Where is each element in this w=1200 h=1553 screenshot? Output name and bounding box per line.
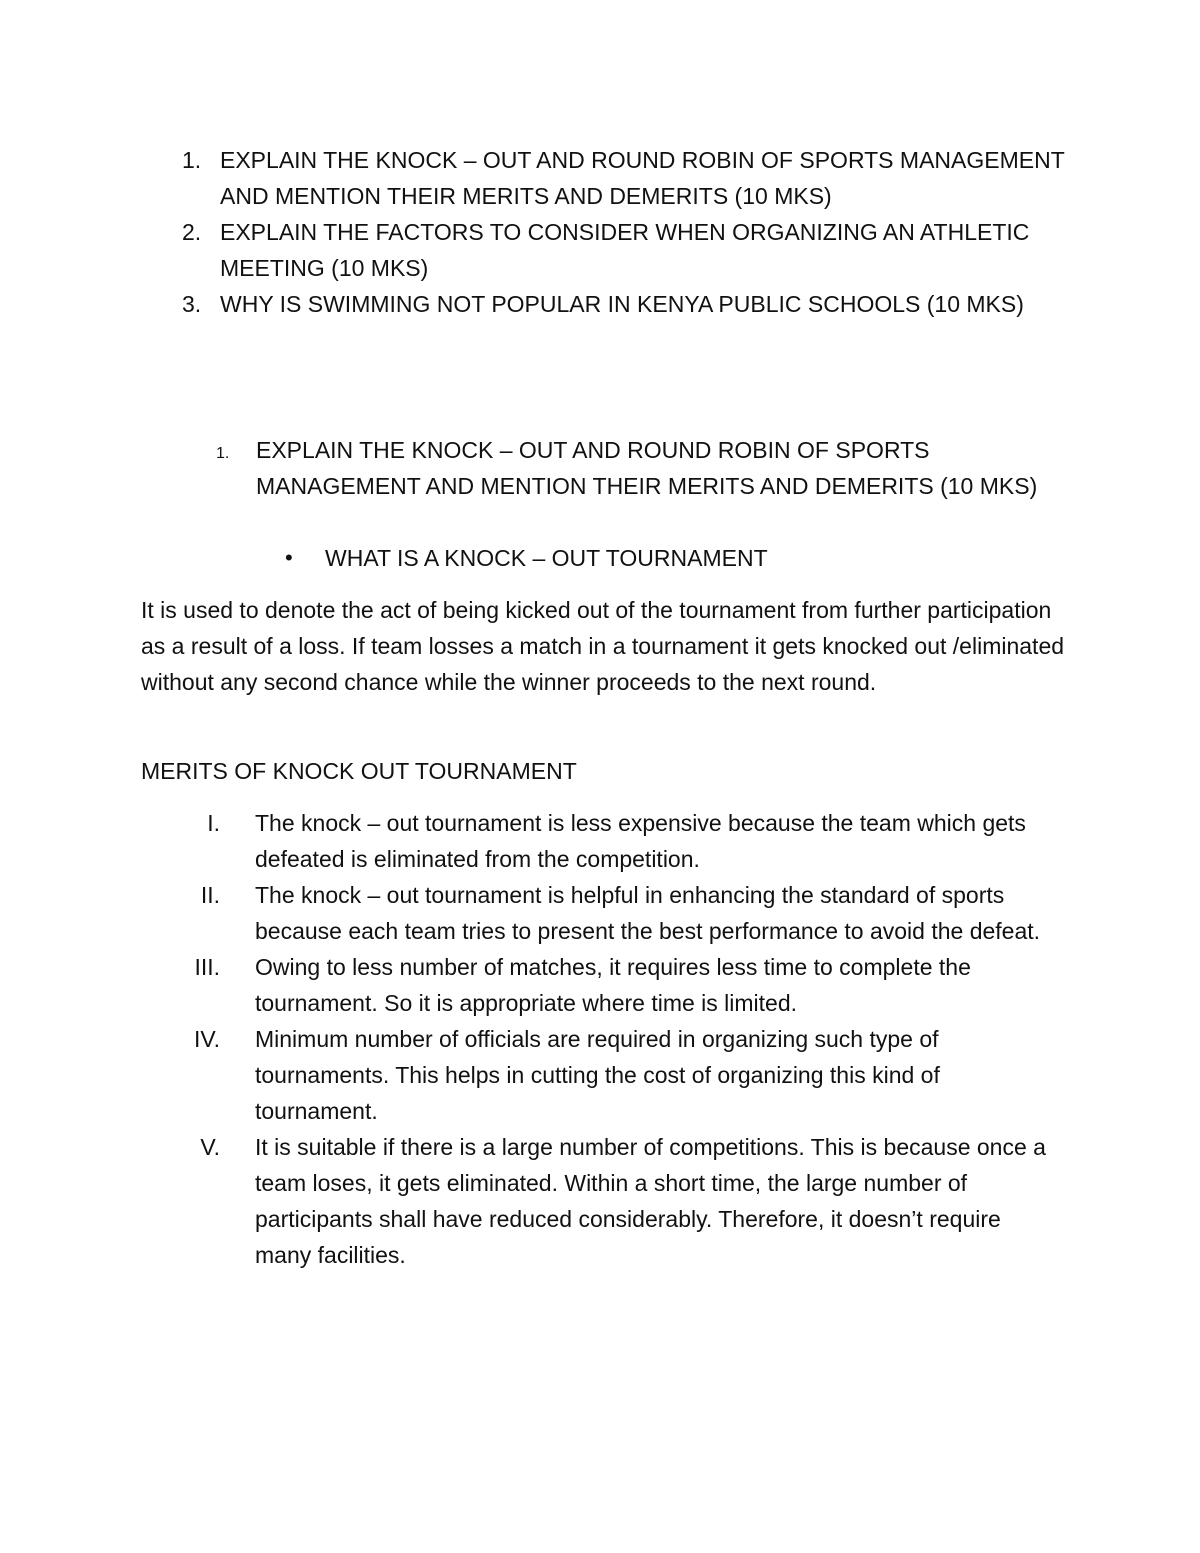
- merit-item: [180, 805, 1060, 877]
- merit-item: [180, 1021, 1060, 1129]
- merit-text: Minimum number of officials are required in organizing such type of tournaments. This helps in cutting the cost of organizing this kind of tournament.: [255, 1026, 940, 1124]
- question-text: EXPLAIN THE FACTORS TO CONSIDER WHEN ORGANIZING AN ATHLETIC MEETING (10 MKS): [220, 219, 1030, 281]
- question-item: [170, 286, 1070, 322]
- merit-number: III.: [194, 954, 220, 980]
- merit-number: II.: [200, 882, 220, 908]
- merit-number: V.: [200, 1134, 220, 1160]
- question-number: 2.: [182, 219, 202, 245]
- question-text: WHY IS SWIMMING NOT POPULAR IN KENYA PUBLIC SCHOOLS (10 MKS): [220, 291, 1024, 317]
- answer-heading-text: EXPLAIN THE KNOCK – OUT AND ROUND ROBIN OF SPORTS MANAGEMENT AND MENTION THEIR MERITS AND DEMERITS (10 MKS): [256, 437, 1038, 499]
- merits-heading: MERITS OF KNOCK OUT TOURNAMENT: [141, 758, 577, 784]
- definition-paragraph: It is used to denote the act of being kicked out of the tournament from further participation as a result of a loss. If team losses a match in a tournament it gets knocked out /eliminated without any second chance while the winner proceeds to the next round.: [141, 597, 1065, 695]
- bullet-item: [285, 540, 1085, 576]
- merit-item: [180, 877, 1060, 949]
- question-item: [170, 142, 1070, 214]
- merit-number: I.: [207, 810, 220, 836]
- merit-number: IV.: [193, 1026, 220, 1052]
- question-number: 1.: [182, 147, 202, 173]
- merit-text: Owing to less number of matches, it requires less time to complete the tournament. So it is appropriate where time is limited.: [255, 954, 971, 1016]
- question-text: EXPLAIN THE KNOCK – OUT AND ROUND ROBIN OF SPORTS MANAGEMENT AND MENTION THEIR MERITS AND DEMERITS (10 MKS): [220, 147, 1065, 209]
- bullet-text: WHAT IS A KNOCK – OUT TOURNAMENT: [325, 545, 768, 571]
- question-number: 3.: [182, 291, 202, 317]
- merit-text: It is suitable if there is a large number of competitions. This is because once a team loses, it gets eliminated. Within a short time, the large number of participants shall have reduced considerably. Therefore, it doesn’t require many facilities.: [255, 1134, 1046, 1268]
- merit-item: [180, 949, 1060, 1021]
- merit-item: [180, 1129, 1060, 1273]
- bullet-icon: •: [285, 545, 293, 570]
- question-item: [170, 214, 1070, 286]
- question-list: [170, 142, 1070, 322]
- merits-list: [180, 805, 1060, 1273]
- merit-text: The knock – out tournament is helpful in enhancing the standard of sports because each team tries to present the best performance to avoid the defeat.: [255, 882, 1041, 944]
- answer-heading: [216, 432, 1076, 504]
- answer-heading-number: 1.: [216, 445, 230, 462]
- merit-text: The knock – out tournament is less expensive because the team which gets defeated is eliminated from the competition.: [255, 810, 1026, 872]
